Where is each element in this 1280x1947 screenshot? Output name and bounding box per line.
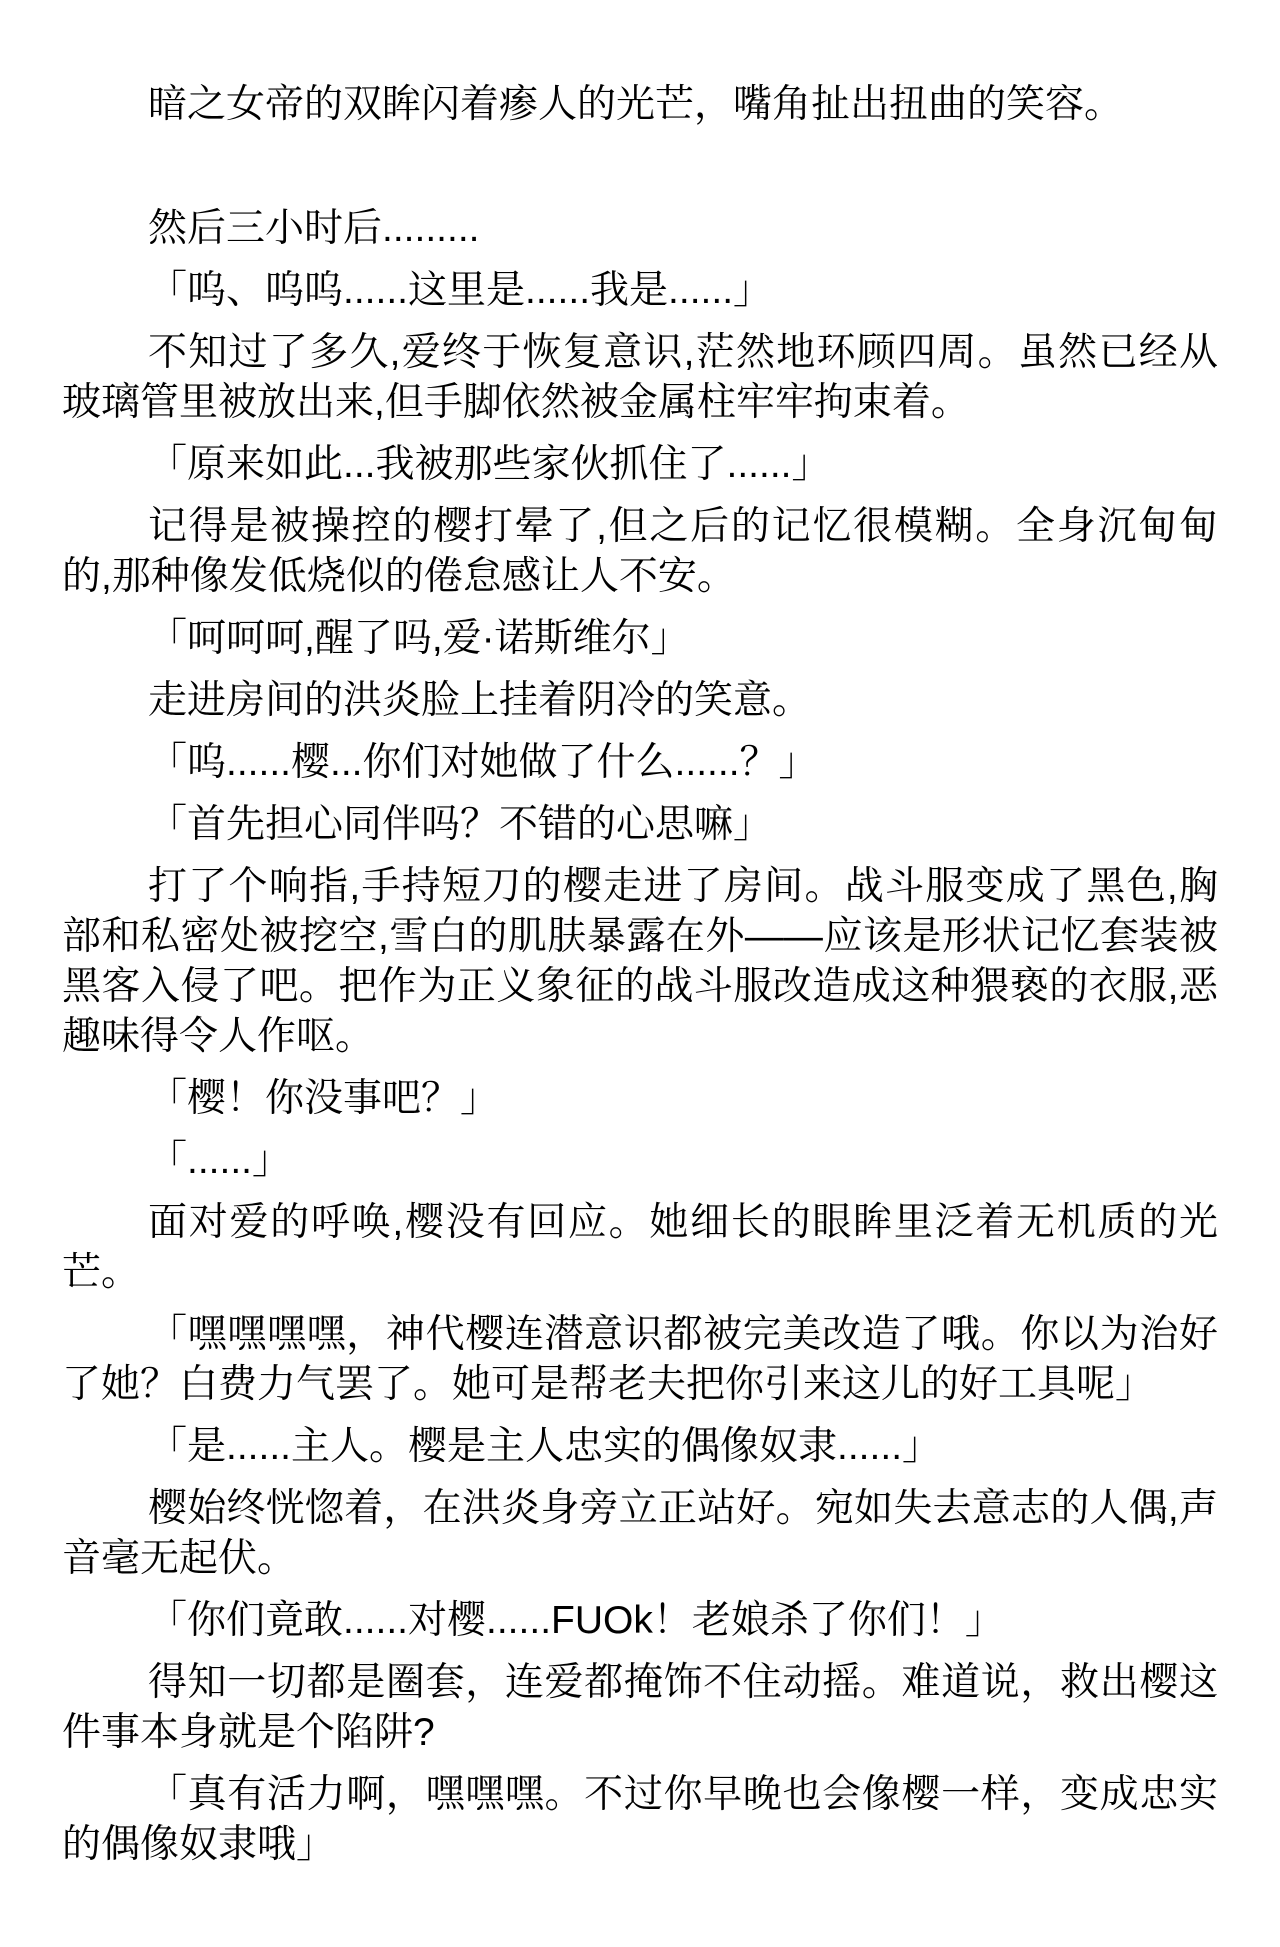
paragraph: 不知过了多久,爱终于恢复意识,茫然地环顾四周。虽然已经从玻璃管里被放出来,但手脚依然被金属柱牢牢拘束着。	[62, 331, 1218, 424]
paragraph: 「是......主人。樱是主人忠实的偶像奴隶......」	[148, 1425, 942, 1468]
paragraph: 「樱！你没事吧？」	[148, 1077, 500, 1120]
paragraph: 走进房间的洪炎脸上挂着阴冷的笑意。	[148, 679, 812, 722]
paragraph: 暗之女帝的双眸闪着瘆人的光芒，嘴角扯出扭曲的笑容。	[148, 83, 1124, 126]
paragraph: 「嘿嘿嘿嘿，神代樱连潜意识都被完美改造了哦。你以为治好了她？白费力气罢了。她可是帮老夫把你引来这儿的好工具呢」	[62, 1313, 1218, 1406]
paragraph: 记得是被操控的樱打晕了,但之后的记忆很模糊。全身沉甸甸的,那种像发低烧似的倦怠感让人不安。	[62, 505, 1218, 598]
paragraph: 打了个响指,手持短刀的樱走进了房间。战斗服变成了黑色,胸部和私密处被挖空,雪白的肌肤暴露在外——应该是形状记忆套装被黑客入侵了吧。把作为正义象征的战斗服改造成这种猥亵的衣服,恶趣味得令人作呕。	[62, 865, 1218, 1058]
paragraph: 然后三小时后.........	[148, 207, 480, 250]
paragraph: 「呵呵呵,醒了吗,爱·诺斯维尔」	[148, 617, 690, 660]
paragraph: 樱始终恍惚着，在洪炎身旁立正站好。宛如失去意志的人偶,声音毫无起伏。	[62, 1487, 1218, 1580]
paragraph: 「真有活力啊，嘿嘿嘿。不过你早晚也会像樱一样，变成忠实的偶像奴隶哦」	[62, 1773, 1218, 1866]
paragraph: 得知一切都是圈套，连爱都掩饰不住动摇。难道说，救出樱这件事本身就是个陷阱?	[62, 1661, 1218, 1754]
paragraph: 「呜、呜呜......这里是......我是......」	[148, 269, 773, 312]
paragraph: 「首先担心同伴吗？不错的心思嘛」	[148, 803, 773, 846]
paragraph: 面对爱的呼唤,樱没有回应。她细长的眼眸里泛着无机质的光芒。	[62, 1201, 1218, 1294]
paragraph: 「呜......樱...你们对她做了什么......？」	[148, 741, 818, 784]
paragraph: 「......」	[148, 1139, 292, 1182]
paragraph: 「原来如此...我被那些家伙抓住了......」	[148, 443, 831, 486]
paragraph: 「你们竟敢......对樱......FUOk！老娘杀了你们！」	[148, 1599, 1004, 1642]
